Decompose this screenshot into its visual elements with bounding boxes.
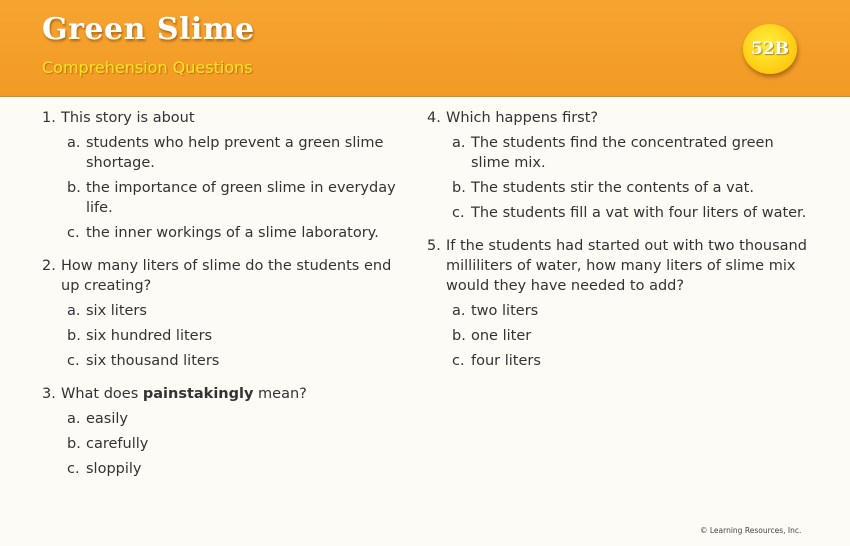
option-letter: c. <box>452 205 465 221</box>
option-letter: b. <box>452 180 466 196</box>
answer-option <box>67 301 412 321</box>
question-number: 4. <box>427 110 441 126</box>
answer-option <box>452 326 807 346</box>
option-text: four liters <box>471 353 541 369</box>
question-4 <box>427 108 807 223</box>
option-text: sloppily <box>86 461 142 477</box>
question-text: If the students had started out with two thousand milliliters of water, how many liters of slime mix would they have needed to add? <box>446 238 807 294</box>
option-text: students who help prevent a green slime shortage. <box>86 135 384 171</box>
answer-option <box>67 178 412 218</box>
option-text: two liters <box>471 303 539 319</box>
option-text: The students stir the contents of a vat. <box>471 180 754 196</box>
option-letter: c. <box>67 225 80 241</box>
option-letter: c. <box>452 353 465 369</box>
copyright-notice: © Learning Resources, Inc. <box>700 526 802 535</box>
answer-option <box>67 351 412 371</box>
option-text: The students find the concentrated green slime mix. <box>471 135 774 171</box>
option-text: six liters <box>86 303 147 319</box>
question-number: 2. <box>42 258 56 274</box>
card-subtitle: Comprehension Questions <box>42 58 253 77</box>
answer-option <box>67 434 412 454</box>
answer-option <box>67 459 412 479</box>
answer-option <box>452 351 807 371</box>
option-letter: a. <box>452 303 466 319</box>
answer-option <box>452 301 807 321</box>
question-text-part: What does <box>61 386 143 402</box>
answer-option <box>452 178 807 198</box>
question-text <box>61 384 412 404</box>
question-2 <box>42 256 412 371</box>
left-column <box>42 108 412 484</box>
option-text: easily <box>86 411 128 427</box>
card-header <box>0 0 850 97</box>
question-text: This story is about <box>61 110 195 126</box>
answer-option <box>67 133 412 173</box>
option-letter: a. <box>67 303 81 319</box>
question-text-part: mean? <box>253 386 307 402</box>
option-letter: a. <box>67 135 81 151</box>
question-text: How many liters of slime do the students end up creating? <box>61 258 392 294</box>
option-letter: b. <box>67 328 81 344</box>
answer-option <box>452 203 807 223</box>
option-letter: a. <box>452 135 466 151</box>
card-number-badge <box>743 24 797 74</box>
answer-option <box>67 223 412 243</box>
question-5 <box>427 236 807 371</box>
option-letter: b. <box>67 436 81 452</box>
option-text: the importance of green slime in everyday life. <box>86 180 396 216</box>
option-letter: b. <box>452 328 466 344</box>
question-3 <box>42 384 412 479</box>
answer-options <box>67 301 412 371</box>
option-letter: a. <box>67 411 81 427</box>
question-text: Which happens first? <box>446 110 599 126</box>
answer-option <box>67 409 412 429</box>
right-column <box>427 108 807 376</box>
question-1 <box>42 108 412 243</box>
question-number: 3. <box>42 386 56 402</box>
option-text: one liter <box>471 328 532 344</box>
card-title: Green Slime <box>42 12 255 47</box>
option-letter: c. <box>67 461 80 477</box>
option-text: The students fill a vat with four liters of water. <box>471 205 807 221</box>
answer-option <box>452 133 807 173</box>
option-text: carefully <box>86 436 149 452</box>
answer-options <box>67 133 412 243</box>
answer-options <box>452 301 807 371</box>
option-text: six thousand liters <box>86 353 220 369</box>
option-letter: c. <box>67 353 80 369</box>
question-number: 1. <box>42 110 56 126</box>
answer-options <box>452 133 807 223</box>
option-letter: b. <box>67 180 81 196</box>
answer-option <box>67 326 412 346</box>
card-number: 52B <box>750 39 790 59</box>
option-text: six hundred liters <box>86 328 213 344</box>
question-number: 5. <box>427 238 441 254</box>
answer-options <box>67 409 412 479</box>
vocabulary-word: painstakingly <box>142 386 254 402</box>
option-text: the inner workings of a slime laboratory. <box>86 225 379 241</box>
